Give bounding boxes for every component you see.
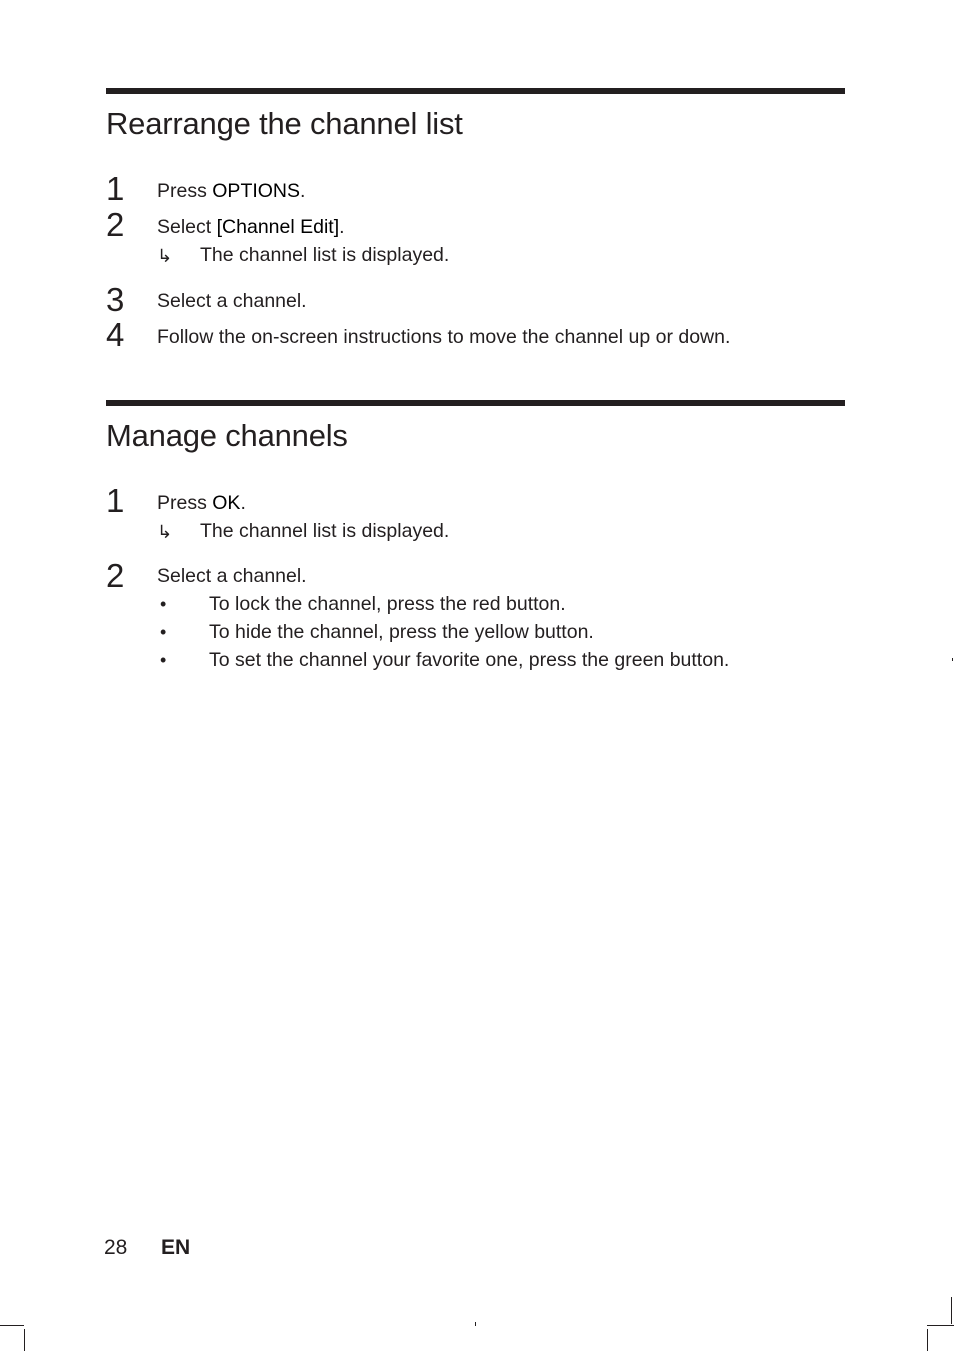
step-number: 1 (106, 482, 125, 519)
step-number: 4 (106, 316, 125, 353)
step-text: Select a channel. (157, 565, 307, 587)
section-title-rearrange: Rearrange the channel list (106, 106, 463, 141)
crop-mark (475, 1322, 476, 1326)
step-text: Select [Channel Edit]. (157, 216, 345, 238)
bullet-icon: • (160, 594, 167, 614)
crop-mark (927, 1329, 928, 1351)
bullet-icon: • (160, 650, 167, 670)
bullet-icon: • (160, 622, 167, 642)
section-divider-top (106, 400, 845, 406)
language-code: EN (161, 1236, 191, 1259)
page-number: 28 (104, 1236, 128, 1259)
step-text: Follow the on-screen instructions to move the channel up or down. (157, 326, 731, 348)
key-options: OPTIONS (212, 180, 301, 202)
key-ok: OK (212, 492, 241, 514)
step-text: Select a channel. (157, 290, 307, 312)
step-number: 3 (106, 281, 125, 318)
bullet-text: To hide the channel, press the yellow button. (209, 621, 594, 643)
step-number: 2 (106, 557, 125, 594)
crop-mark (952, 658, 953, 661)
step-result-text: The channel list is displayed. (200, 520, 450, 542)
step-text: Press OK. (157, 492, 246, 514)
result-arrow-icon: ↳ (157, 246, 173, 266)
step-text: Press OPTIONS. (157, 180, 306, 202)
step-number: 2 (106, 206, 125, 243)
result-arrow-icon: ↳ (157, 522, 173, 542)
crop-mark (24, 1329, 25, 1351)
menu-channel-edit: [Channel Edit] (216, 216, 340, 238)
section-divider-top (106, 88, 845, 94)
step-result-text: The channel list is displayed. (200, 244, 450, 266)
step-number: 1 (106, 170, 125, 207)
crop-mark (0, 1325, 24, 1326)
bullet-text: To lock the channel, press the red button. (209, 593, 566, 615)
section-title-manage: Manage channels (106, 418, 348, 453)
crop-mark (951, 1297, 952, 1324)
bullet-text: To set the channel your favorite one, press the green button. (209, 649, 730, 671)
crop-mark (927, 1325, 954, 1326)
